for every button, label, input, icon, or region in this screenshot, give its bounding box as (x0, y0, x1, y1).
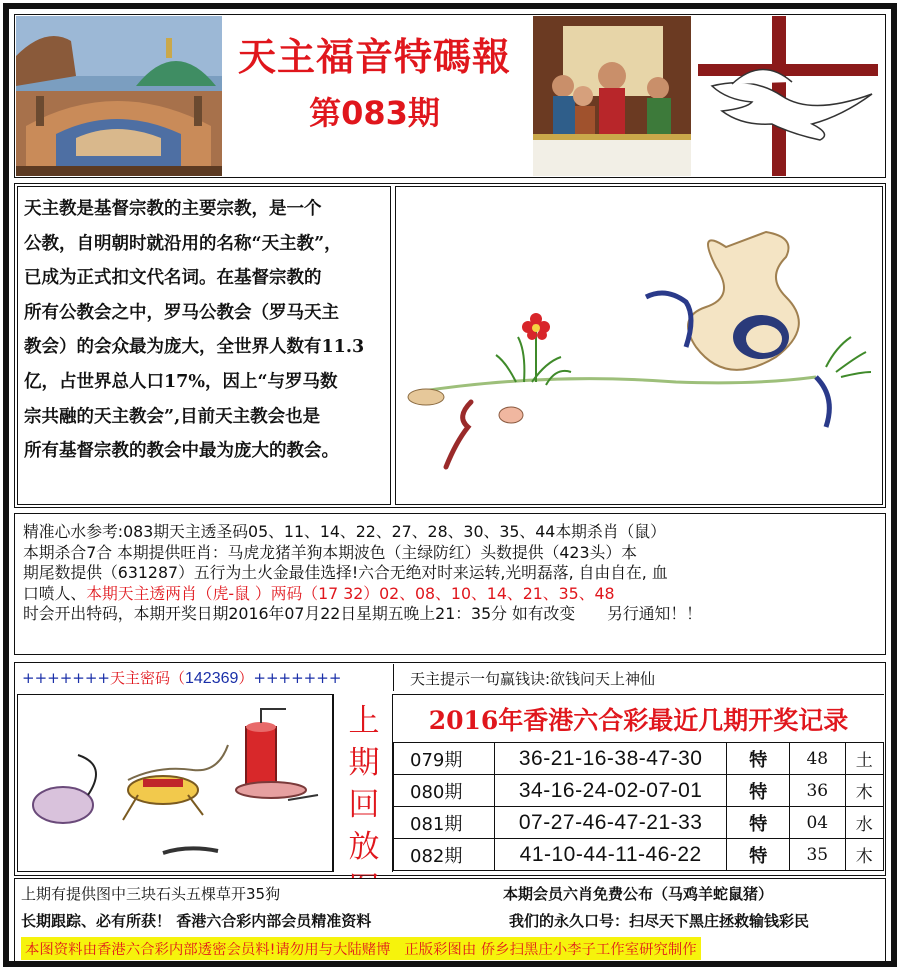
secret-code: 142369 (185, 670, 239, 687)
replay-label-char: 回 (348, 787, 380, 823)
element-cell: 木 (845, 775, 883, 807)
secret-prefix: +++++++ (22, 669, 110, 687)
special-number-cell: 36 (790, 775, 846, 807)
special-label-cell: 特 (727, 839, 790, 871)
period-cell: 081期 (394, 807, 495, 839)
intro-line: 宗共融的天主教会”,目前天主教会也是 (24, 406, 321, 427)
reference-line: 期尾数提供（631287）五行为土火金最佳选择!六合无绝对时来运转,光明磊落, 自由自在, 血 (23, 563, 668, 582)
secret-label: 天主密码（ (109, 669, 185, 687)
reference-line (23, 584, 885, 605)
footer-box (14, 878, 886, 962)
reference-block (14, 513, 886, 655)
period-cell: 082期 (394, 839, 495, 871)
reference-text: 时会开出特码，本期开奖日期2016年07月22日星期五晚上21：35分 如有改变 (23, 604, 576, 623)
cross-dove-image (692, 16, 884, 176)
intro-line: 亿，占世界总人口17%，因上“与罗马数 (24, 371, 338, 392)
intro-line: 已成为正式扣文代名词。在基督宗教的 (24, 268, 322, 289)
table-row (394, 839, 884, 871)
period-cell: 079期 (394, 743, 495, 775)
element-cell: 木 (845, 839, 883, 871)
numbers-cell: 36-21-16-38-47-30 (495, 743, 727, 775)
footer-banner: 本图资料由香港六合彩内部透密会员料!请勿用与大陆赌博 正版彩图由 侨乡扫黑庄小李子工作室研究制作 (21, 937, 701, 960)
numbers-cell: 07-27-46-47-21-33 (495, 807, 727, 839)
cathedral-image (16, 16, 222, 176)
footer-slogan-right: 我们的永久口号：扫尽天下黑庄拯救输钱彩民 (509, 912, 810, 930)
hint-text: 天主提示一句赢钱诀:欲钱问天上神仙 (410, 670, 656, 688)
records-title: 2016年香港六合彩最近几期开奖记录 (428, 706, 849, 735)
footer-member-zodiacs: 本期会员六肖免费公布（马鸡羊蛇鼠猪） (503, 885, 774, 903)
table-row (394, 743, 884, 775)
special-label-cell: 特 (727, 743, 790, 775)
replay-image (17, 694, 333, 872)
special-label-cell: 特 (727, 775, 790, 807)
replay-label-char: 放 (348, 829, 380, 865)
footer-last-hint: 上期有提供图中三块石头五棵草开35狗 (21, 885, 281, 903)
special-number-cell: 48 (790, 743, 846, 775)
special-label-cell: 特 (727, 807, 790, 839)
replay-label-char: 期 (348, 745, 380, 781)
secret-suffix: +++++++ (253, 669, 342, 687)
table-row (394, 807, 884, 839)
secret-code-line (22, 667, 341, 688)
secret-paren: ） (238, 669, 254, 687)
reference-line (23, 604, 885, 625)
numbers-cell: 34-16-24-02-07-01 (495, 775, 727, 807)
highlight-prediction: 本期天主透两肖（虎-鼠 ）两码（17 32）02、08、10、14、21、35、48 (86, 583, 615, 603)
special-number-cell: 35 (790, 839, 846, 871)
last-supper-image (533, 16, 691, 176)
intro-line: 所有基督宗教的教会中最为庞大的教会。 (24, 441, 339, 462)
numbers-cell: 41-10-44-11-46-22 (495, 839, 727, 871)
intro-text-panel (17, 186, 391, 505)
intro-line: 所有公教会之中，罗马公教会（罗马天主 (24, 302, 339, 323)
reference-line: 精准心水参考:083期天主透圣码05、11、14、22、27、28、30、35、44本期杀肖（鼠） (23, 522, 666, 541)
notice-text: 另行通知！！ (607, 604, 702, 623)
intro-line: 公教，自明朝时就沿用的名称“天主教”， (24, 233, 342, 254)
records-table (393, 742, 884, 871)
intro-line: 天主教是基督宗教的主要宗教，是一个 (24, 199, 322, 219)
footer-slogan-left: 长期跟踪、必有所获！ 香港六合彩内部会员精准资料 (21, 912, 372, 930)
issue-number: 第083期 (309, 94, 440, 132)
reference-text: 口喷人、 (23, 583, 87, 603)
reference-line: 本期杀合7合 本期提供旺肖：马虎龙猪羊狗本期波色（主绿防红）头数提供（423头）本 (23, 542, 637, 562)
table-row (394, 775, 884, 807)
intro-line: 教会）的会众最为庞大，全世界人数有11.3 (24, 337, 365, 358)
element-cell: 水 (845, 807, 883, 839)
special-number-cell: 04 (790, 807, 846, 839)
element-cell: 土 (845, 743, 883, 775)
replay-label-char: 上 (348, 703, 380, 739)
period-cell: 080期 (394, 775, 495, 807)
puzzle-illustration (395, 186, 883, 505)
newspaper-title: 天主福音特碼報 (237, 35, 511, 79)
